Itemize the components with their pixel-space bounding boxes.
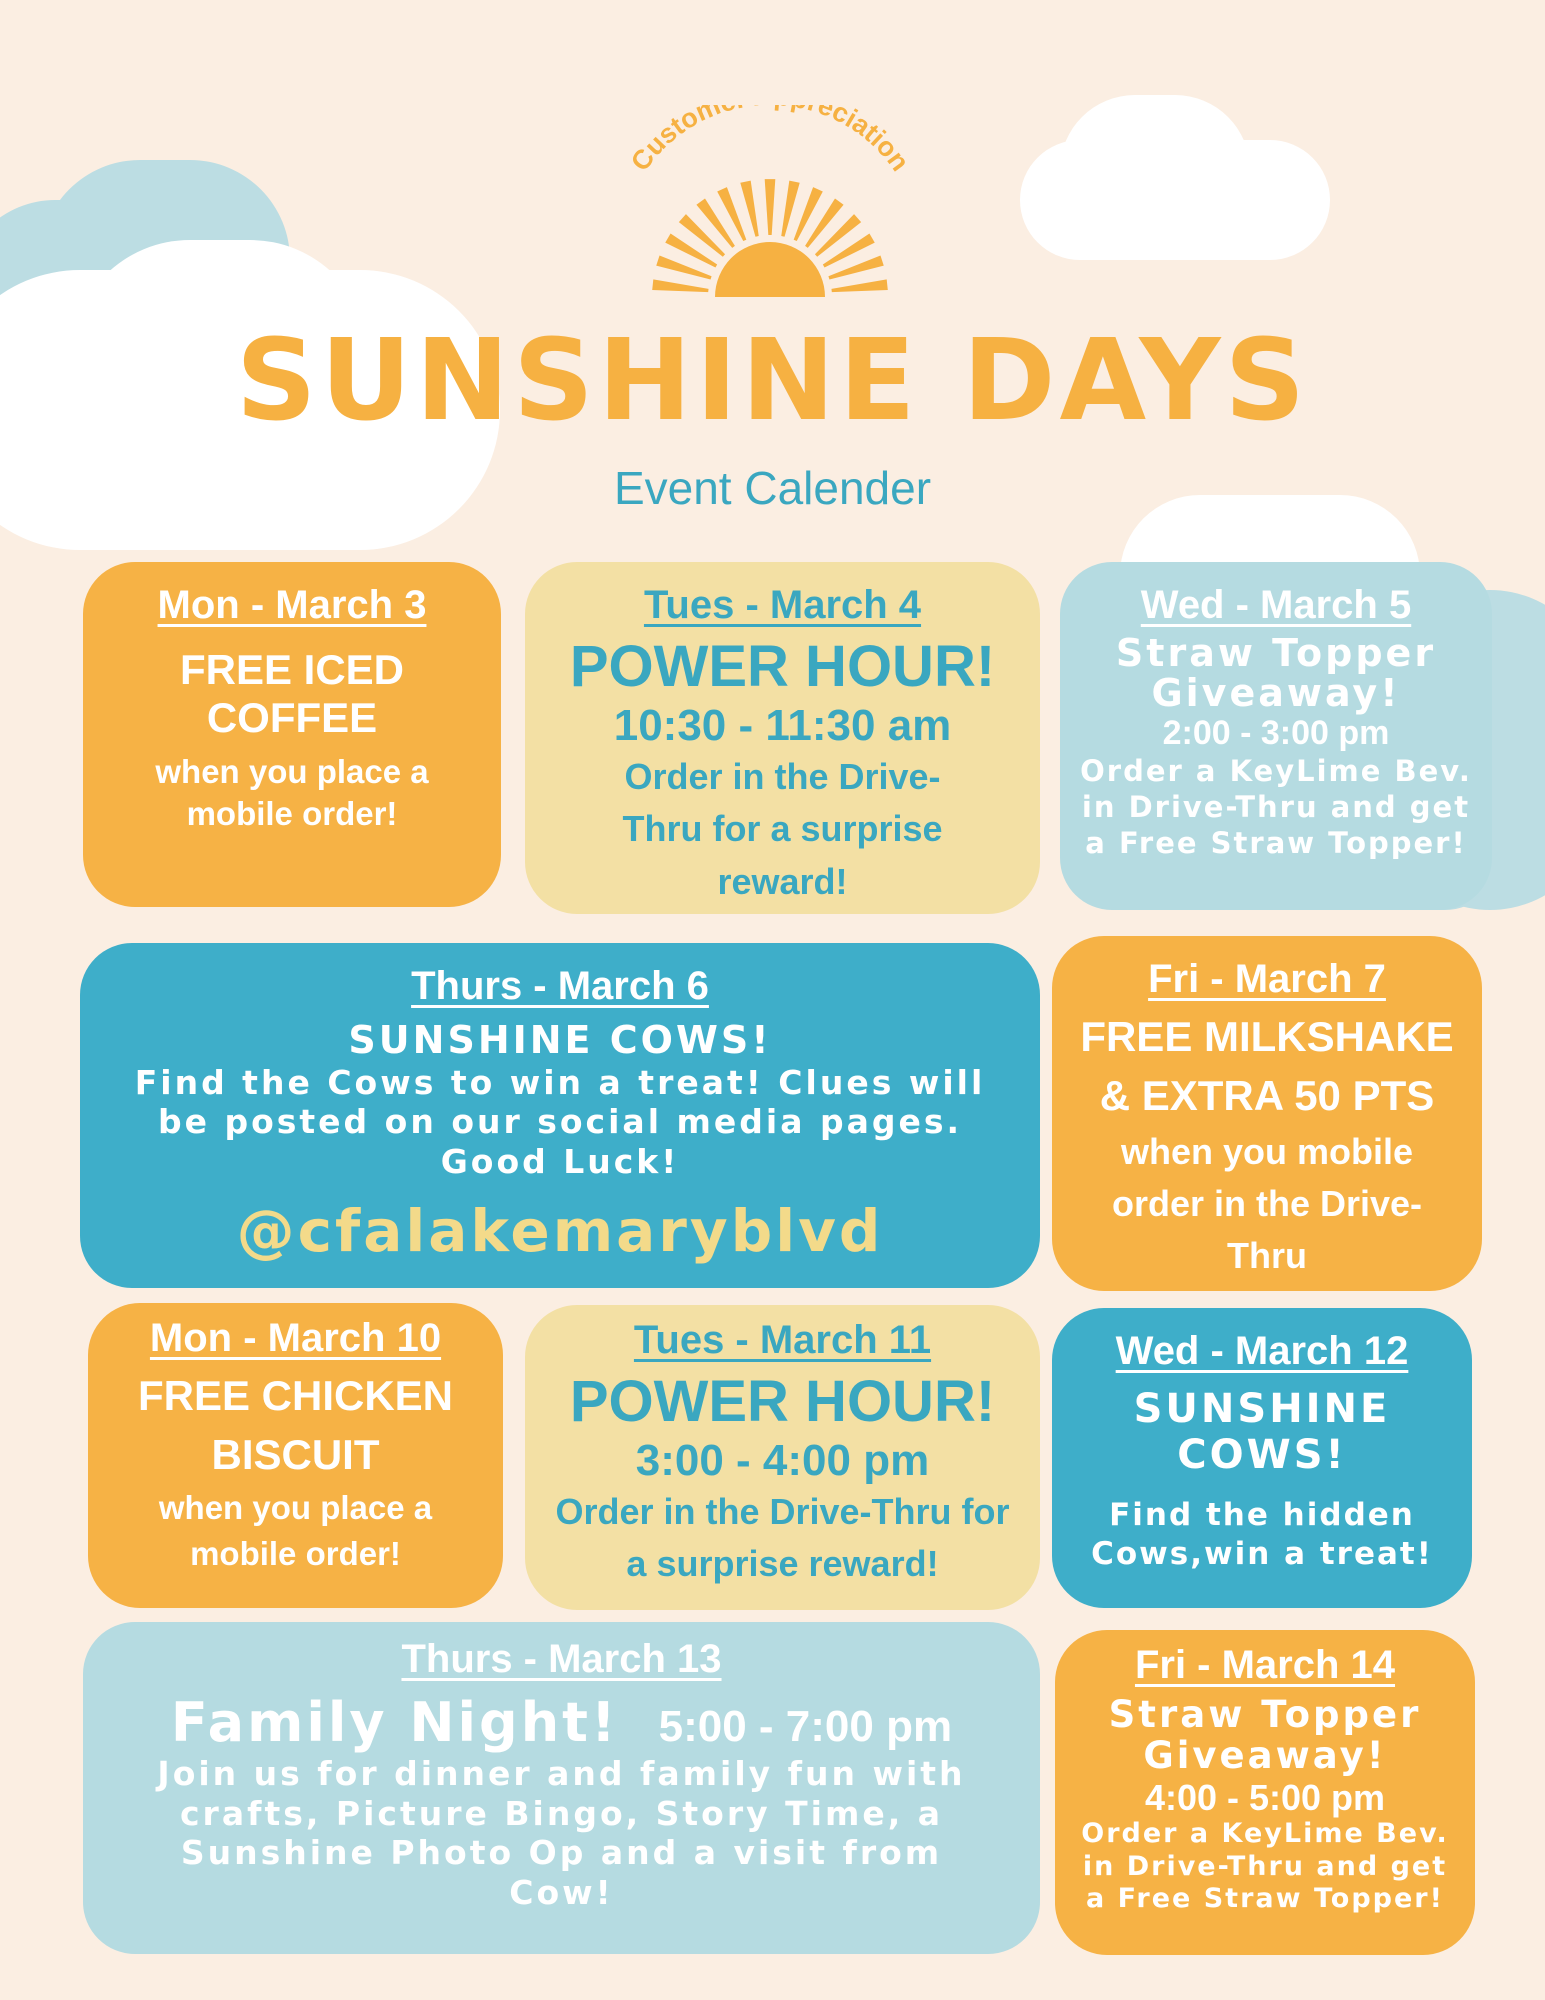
arc-text: Custom eciation <box>624 105 916 177</box>
event-date: Fri - March 14 <box>1134 1643 1396 1687</box>
event-card-tues-march-4 <box>525 562 1040 914</box>
event-headline: FREE ICED COFFEE <box>179 646 405 742</box>
event-time: 2:00 - 3:00 pm <box>1162 713 1390 752</box>
sunshine-logo <box>590 105 950 315</box>
family-night-heading <box>171 1692 952 1754</box>
event-date: Mon - March 10 <box>149 1316 442 1360</box>
event-time: 3:00 - 4:00 pm <box>635 1435 930 1485</box>
sun-ray <box>765 179 776 235</box>
event-headline: Straw Topper Giveaway! <box>1108 1693 1422 1778</box>
event-headline: POWER HOUR! <box>569 634 996 699</box>
event-date: Wed - March 5 <box>1140 583 1412 627</box>
event-date: Thurs - March 6 <box>411 964 709 1008</box>
event-headline: SUNSHINE COWS! <box>1133 1386 1391 1478</box>
sun-ray <box>652 279 708 292</box>
event-headline: FREE MILKSHAKE & EXTRA 50 PTS <box>1080 1013 1454 1119</box>
event-description: Order in the Drive-Thru for a surprise reward! <box>622 756 943 902</box>
social-handle: @cfalakemaryblvd <box>236 1197 884 1266</box>
sun-icon <box>590 105 950 315</box>
event-description: when you place a mobile order! <box>155 752 429 833</box>
page-subtitle: Event Calender <box>613 462 932 514</box>
event-date: Wed - March 12 <box>1115 1329 1409 1373</box>
event-description: Order a KeyLime Bev. in Drive-Thru and get a Free Straw Topper! <box>1081 1818 1449 1915</box>
event-headline: FREE CHICKEN BISCUIT <box>137 1372 454 1478</box>
sun-ray <box>831 279 887 292</box>
event-description: Order a KeyLime Bev. in Drive-Thru and get a Free Straw Topper! <box>1080 753 1472 861</box>
event-date: Mon - March 3 <box>157 583 427 627</box>
event-date: Tues - March 4 <box>643 583 922 627</box>
event-card-fri-march-14 <box>1055 1630 1475 1955</box>
event-time: 10:30 - 11:30 am <box>613 700 952 750</box>
event-headline: Straw Topper Giveaway! <box>1115 631 1437 715</box>
event-date: Thurs - March 13 <box>401 1637 722 1681</box>
event-description: Find the Cows to win a treat! Clues will be posted on our social media pages. Good Luck! <box>134 1062 986 1181</box>
event-description: Join us for dinner and family fun with crafts, Picture Bingo, Story Time, a Sunshine Photo Op and a visit from Cow! <box>157 1754 966 1912</box>
event-headline: SUNSHINE COWS! <box>348 1018 772 1062</box>
event-description: Find the hidden Cows,win a treat! <box>1091 1497 1433 1572</box>
event-card-thurs-march-6 <box>80 943 1040 1288</box>
event-time: 5:00 - 7:00 pm <box>658 1702 953 1751</box>
sun-ray <box>740 181 758 237</box>
event-card-mon-march-10 <box>88 1303 503 1608</box>
event-card-mon-march-3 <box>83 562 501 907</box>
event-card-wed-march-5 <box>1060 562 1492 910</box>
event-description: when you mobile order in the Drive-Thru <box>1111 1130 1423 1276</box>
event-date: Tues - March 11 <box>633 1318 932 1362</box>
event-description: Order in the Drive-Thru for a surprise reward! <box>555 1491 1010 1585</box>
event-card-wed-march-12 <box>1052 1308 1472 1608</box>
sun-ray <box>781 181 799 237</box>
event-card-thurs-march-13 <box>83 1622 1040 1954</box>
cloud-top-right-puff <box>1060 95 1250 245</box>
event-card-fri-march-7 <box>1052 936 1482 1291</box>
page-title: SUNSHINE DAYS <box>235 316 1310 446</box>
event-headline: Family Night! <box>170 1691 619 1754</box>
event-time: 4:00 - 5:00 pm <box>1144 1776 1386 1818</box>
event-card-tues-march-11 <box>525 1305 1040 1610</box>
event-date: Fri - March 7 <box>1148 957 1386 1001</box>
event-headline: POWER HOUR! <box>569 1369 996 1434</box>
event-description: when you place a mobile order! <box>158 1488 433 1572</box>
